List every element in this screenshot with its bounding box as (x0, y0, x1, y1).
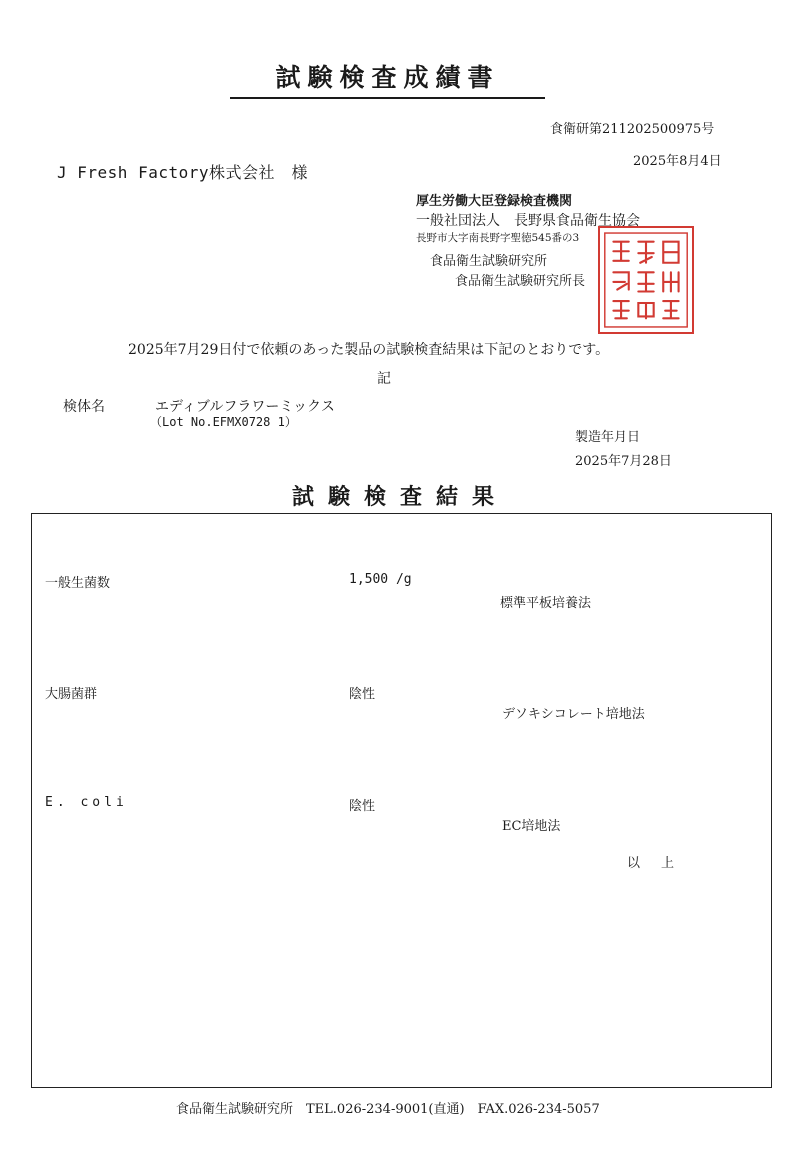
result-value: 陰性 (349, 687, 376, 702)
document-title: 試験検査成績書 (230, 58, 545, 99)
sample-lot: （Lot No.EFMX0728 1） (150, 415, 297, 429)
issuer-address: 長野市大字南長野字聖徳545番の3 (416, 232, 580, 244)
issue-date: 2025年8月4日 (633, 154, 722, 169)
issuer-institute: 食品衛生試験研究所 (430, 254, 548, 269)
report-number: 食衛研第211202500975号 (550, 122, 715, 137)
request-statement: 2025年7月29日付で依頼のあった製品の試験検査結果は下記のとおりです。 (128, 342, 610, 358)
client-name: J Fresh Factory株式会社 様 (57, 163, 308, 182)
result-item: E. coli (45, 795, 128, 810)
manufacture-date: 2025年7月28日 (575, 454, 672, 469)
result-method: デソキシコレート培地法 (502, 707, 645, 722)
result-item: 大腸菌群 (45, 687, 98, 702)
sample-label: 検体名 (63, 399, 105, 415)
result-value: 陰性 (349, 799, 376, 814)
manufacture-date-label: 製造年月日 (575, 430, 641, 445)
result-item: 一般生菌数 (45, 576, 111, 591)
issuer-designation: 厚生労働大臣登録検査機関 (416, 194, 573, 209)
sample-name: エディブルフラワーミックス (155, 399, 335, 415)
closing-mark: 以 上 (627, 856, 679, 871)
issuer-organization: 一般社団法人 長野県食品衛生協会 (416, 213, 640, 229)
issuer-director: 食品衛生試験研究所長 (455, 274, 586, 289)
result-method: 標準平板培養法 (500, 596, 592, 611)
results-title: 試験検査結果 (291, 484, 508, 510)
result-value: 1,500 /g (349, 572, 412, 587)
result-method: EC培地法 (502, 819, 561, 834)
results-table (31, 513, 772, 1088)
footer-contact: 食品衛生試験研究所 TEL.026-234-9001(直通) FAX.026-234-5057 (176, 1102, 600, 1117)
official-seal-stamp (598, 226, 694, 334)
seal-icon (600, 228, 692, 332)
ki-mark: 記 (377, 371, 391, 387)
